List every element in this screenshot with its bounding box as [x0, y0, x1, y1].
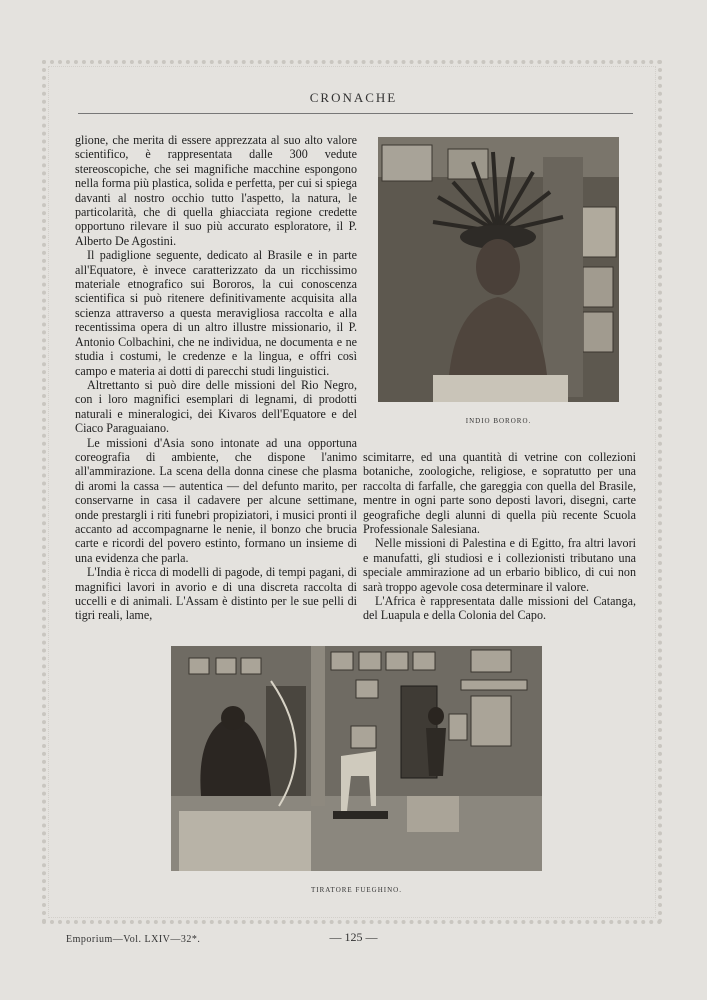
text-column-right: [363, 450, 636, 623]
paragraph: Nelle missioni di Palestina e di Egitto, fra altri lavori e manufatti, gli studiosi e i collezionisti tributano una speciale ammirazione ad un erbario biblico, di cui non sarà troppo agevole cosa determinare il valore.: [363, 536, 636, 594]
paragraph: Altrettanto si può dire delle missioni del Rio Negro, con i loro magnifici esemplari di legnami, di prodotti naturali e mineralogici, dei Kivaros dell'Equatore e del Ciaco Paraguaiano.: [75, 377, 357, 436]
photo-tiratore-fueghino: [171, 646, 542, 871]
paragraph: glione, che merita di essere apprezzata al suo alto valore scientifico, è rappresentata dalle 300 vedute stereoscopiche, che sei magnifiche macchine espongono nella forma più plastica, solida e perfetta, per cui si spiega davanti al nostro occhio tutto l'aspetto, la natura, le particolarità, che di quella ghiacciata regione credette opportuno rilevare il suo più accurato esploratore, il P. Alberto De Agostini.: [75, 133, 357, 248]
text-column-left: [75, 133, 357, 623]
paragraph: L'Africa è rappresentata dalle missioni del Catanga, del Luapula e della Colonia del Capo.: [363, 594, 636, 623]
photo-indio-bororo-drawing: [378, 137, 619, 402]
paragraph: scimitarre, ed una quantità di vetrine con collezioni botaniche, zoologiche, religiose, e sopratutto per una raccolta di farfalle, che gareggia con quella del Brasile, mentre in ogni parte sono deposti lavori, disegni, carte geografiche degli alunni di quella più recente Scuola Professionale Salesiana.: [363, 450, 636, 537]
paragraph: Le missioni d'Asia sono intonate ad una opportuna coreografia di ambiente, che dispone l'animo all'ammirazione. La scena della donna cinese che plasma di aromi la cassa — autentica — del defunto marito, per conservarne in casa il cadavere per alcune settimane, onde prestargli i riti funebri propiziatori, i musici pronti il accanto ad accompagnarne le nenie, il bonzo che brucia carte e ricordi del povero estinto, formano un insieme di una evidenza che parla.: [75, 435, 357, 565]
paragraph: Il padiglione seguente, dedicato al Brasile e in parte all'Equatore, è invece caratterizzato da un ricchissimo materiale etnografico sui Bororos, la cui conoscenza scientifica si può ritenere definitivamente acquisita alla scienza attraverso a questa meravigliosa raccolta e alla recentissima opera di un altro illustre missionario, il P. Antonio Colbachini, che ne individua, ne documenta e ne studia i costumi, le credenze e la lingua, e offri così campo e materia ai dotti di parecchi studi linguistici.: [75, 248, 357, 378]
running-header: CRONACHE: [309, 90, 398, 105]
page-number: — 125 —: [329, 930, 378, 944]
photo-caption: TIRATORE FUEGHINO.: [311, 886, 402, 894]
header-rule: [78, 113, 633, 114]
paragraph: L'India è ricca di modelli di pagode, di tempi pagani, di magnifici lavori in avorio e di una discreta raccolta di uccelli e di animali. L'Assam è distinto per le sue pelli di tigri reali, lame,: [75, 565, 357, 623]
journal-footer: Emporium—Vol. LXIV—32*.: [66, 934, 201, 945]
photo-caption: INDIO BORORO.: [465, 417, 532, 425]
photo-indio-bororo: [378, 137, 619, 402]
photo-tiratore-fueghino-drawing: [171, 646, 542, 871]
